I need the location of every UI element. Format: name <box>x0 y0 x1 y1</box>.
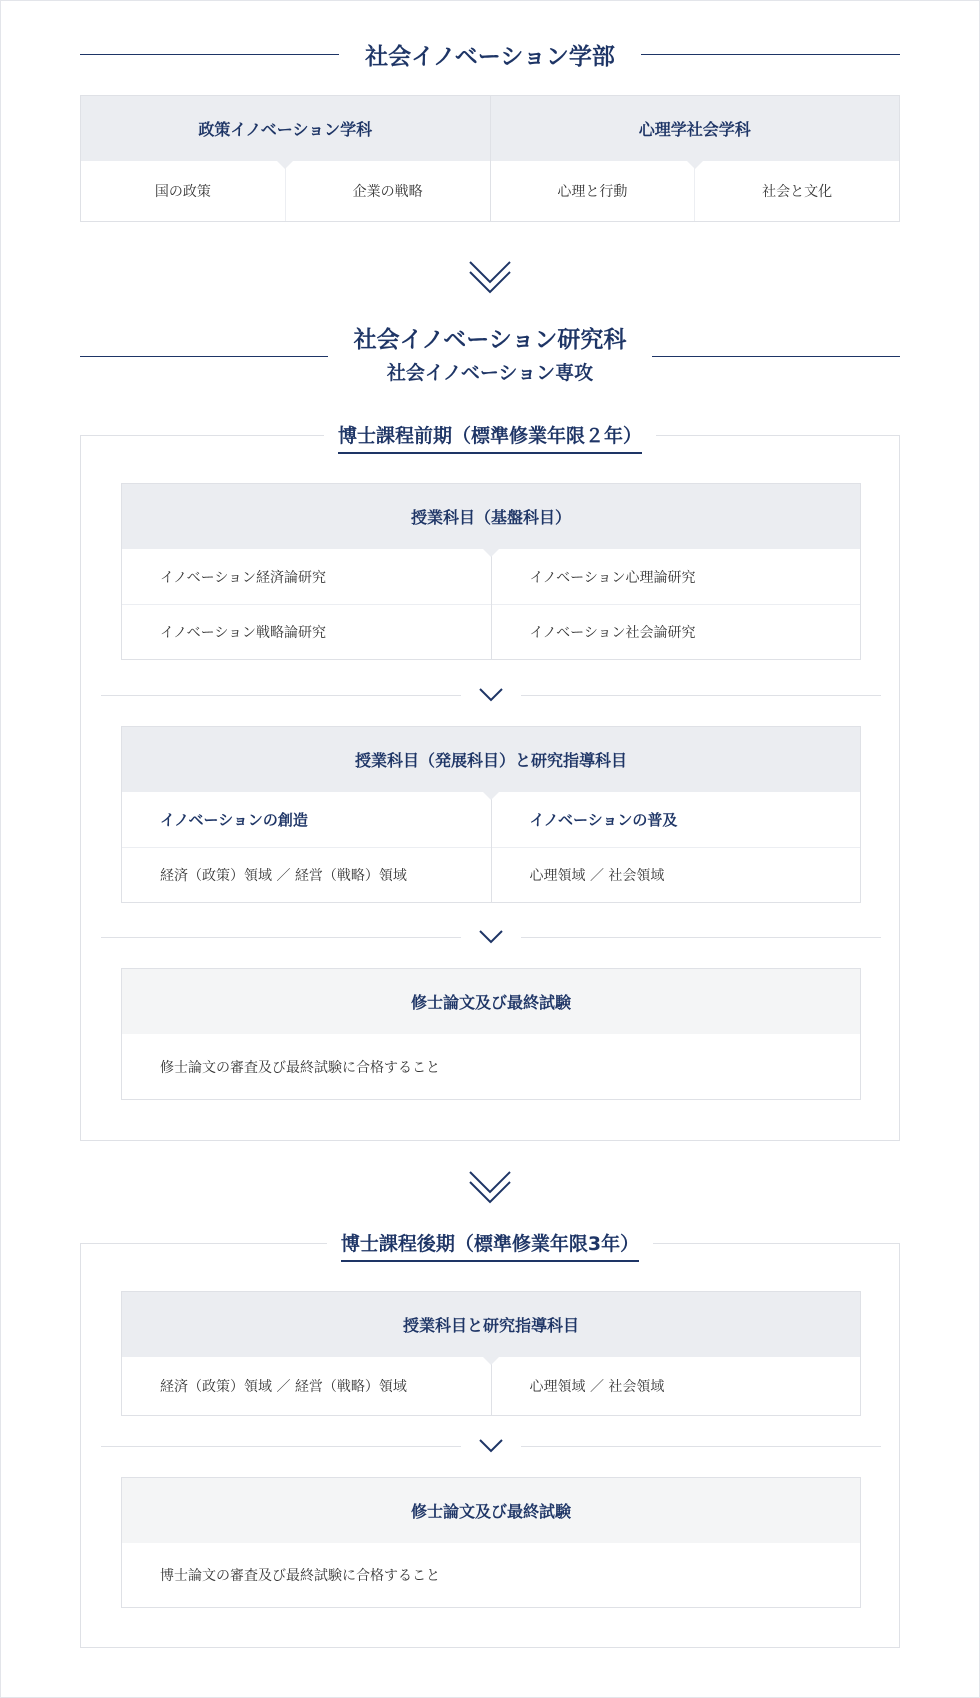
chevron-down-icon <box>478 1437 504 1455</box>
department-sub: 心理と行動 <box>557 184 628 200</box>
master-exam-title: 修士論文及び最終試験 <box>122 969 860 1034</box>
graduate-major-name: 社会イノベーション専攻 <box>386 362 594 384</box>
area-heading: イノベーションの普及 <box>529 811 678 829</box>
chevron-down-icon <box>478 928 504 946</box>
department-psychology <box>490 96 900 221</box>
subject-item: イノベーション心理論研究 <box>529 569 696 586</box>
department-sub: 企業の戦略 <box>285 161 490 221</box>
doctor-exam-requirement: 博士論文の審査及び最終試験に合格すること <box>160 1568 440 1584</box>
graduate-school-name: 社会イノベーション研究科 <box>353 327 627 353</box>
faculty-title: 社会イノベーション学部 <box>365 43 615 70</box>
doctor-subjects-block <box>121 1291 861 1416</box>
basic-subjects-title: 授業科目（基盤科目） <box>122 484 860 549</box>
department-sub: 国の政策 <box>154 184 211 200</box>
graduate-title-row <box>80 316 900 396</box>
area-fields: 心理領域 ／ 社会領域 <box>529 1379 665 1395</box>
graduate-title <box>328 323 653 389</box>
area-fields: 経済（政策）領域 ／ 経営（戦略）領域 <box>160 1379 407 1395</box>
area-heading: イノベーションの創造 <box>160 811 308 829</box>
department-sub: 社会と文化 <box>694 161 899 221</box>
advanced-subjects-title: 授業科目（発展科目）と研究指導科目 <box>122 727 860 792</box>
department-policy <box>81 96 490 221</box>
title-line-right <box>652 356 900 357</box>
title-line-left <box>80 54 339 55</box>
double-chevron-down-icon <box>468 260 512 296</box>
chevron-down-icon <box>478 686 504 704</box>
department-name: 心理学社会学科 <box>491 96 900 161</box>
master-course-label: 博士課程前期（標準修業年限２年） <box>338 421 642 454</box>
master-exam-block <box>121 968 861 1100</box>
doctor-course-box <box>80 1233 900 1648</box>
step-separator <box>101 1437 881 1457</box>
area-fields: 心理領域 ／ 社会領域 <box>492 847 861 902</box>
faculty-title-row <box>80 36 900 72</box>
step-separator <box>101 686 881 706</box>
master-exam-requirement: 修士論文の審査及び最終試験に合格すること <box>160 1059 440 1076</box>
doctor-subjects-title: 授業科目と研究指導科目 <box>122 1292 860 1357</box>
doctor-exam-title: 修士論文及び最終試験 <box>122 1478 860 1543</box>
title-line-right <box>641 54 900 55</box>
faculty-table <box>80 95 900 222</box>
subject-item: イノベーション社会論研究 <box>492 604 861 659</box>
department-name: 政策イノベーション学科 <box>81 96 490 161</box>
subject-item: イノベーション経済論研究 <box>160 569 327 586</box>
doctor-exam-block <box>121 1477 861 1608</box>
subject-item: イノベーション戦略論研究 <box>122 604 491 659</box>
area-fields: 経済（政策）領域 ／ 経営（戦略）領域 <box>122 847 491 902</box>
double-chevron-down-icon <box>468 1170 512 1206</box>
basic-subjects-block <box>121 483 861 660</box>
master-course-box <box>80 425 900 1141</box>
title-line-left <box>80 356 328 357</box>
advanced-subjects-block <box>121 726 861 903</box>
doctor-course-label: 博士課程後期（標準修業年限3年） <box>341 1229 639 1262</box>
step-separator <box>101 928 881 948</box>
